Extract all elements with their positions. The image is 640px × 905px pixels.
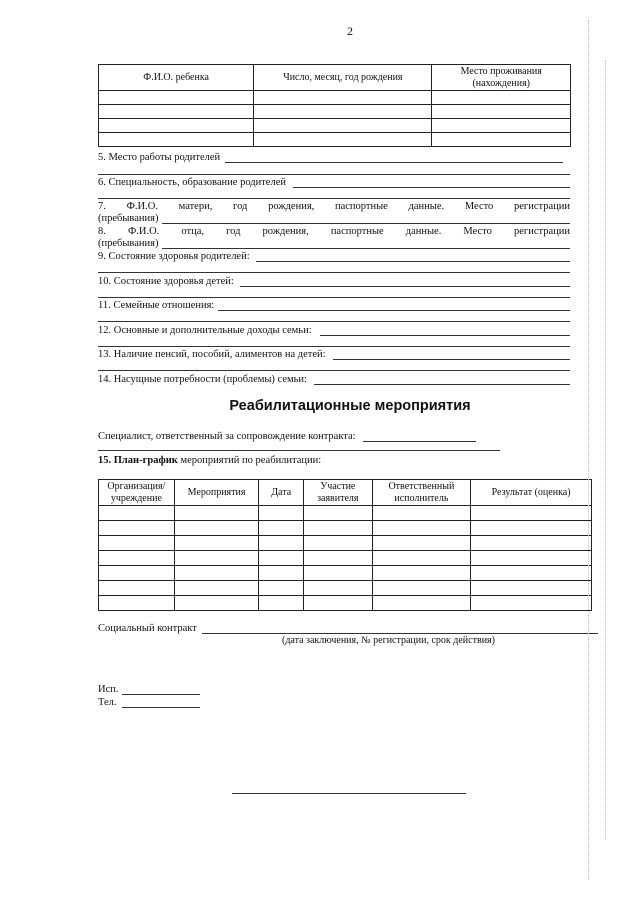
field-9-line[interactable]	[256, 261, 570, 262]
field-12-line-2[interactable]	[98, 346, 570, 347]
footer-line	[232, 793, 466, 794]
plan-table-cell[interactable]	[99, 506, 175, 521]
col-child-name: Ф.И.О. ребенка	[99, 65, 254, 91]
field-7-label: 7. Ф.И.О. матери, год рождения, паспортные данные. Место регистрации	[98, 201, 570, 212]
plan-table-cell[interactable]	[471, 536, 592, 551]
plan-table-cell[interactable]	[99, 521, 175, 536]
col-responsible: Ответственный исполнитель	[372, 480, 471, 506]
children-table-cell[interactable]	[432, 105, 571, 119]
children-table	[98, 64, 571, 147]
plan-table-cell[interactable]	[471, 521, 592, 536]
field-6-label: 6. Специальность, образование родителей	[98, 177, 286, 188]
field-10-line-2[interactable]	[98, 297, 570, 298]
field-12-line[interactable]	[320, 335, 570, 336]
children-table-cell[interactable]	[432, 133, 571, 147]
children-table-cell[interactable]	[254, 133, 432, 147]
plan-label-rest: мероприятий по реабилитации:	[177, 455, 322, 466]
plan-table-cell[interactable]	[304, 521, 373, 536]
plan-table-cell[interactable]	[259, 566, 304, 581]
plan-table	[98, 479, 592, 611]
field-8-label: 8. Ф.И.О. отца, год рождения, паспортные данные. Место регистрации	[98, 226, 570, 237]
col-organization: Организация/ учреждение	[99, 480, 175, 506]
plan-table-cell[interactable]	[99, 581, 175, 596]
page-number: 2	[347, 24, 353, 38]
field-5-label: 5. Место работы родителей	[98, 152, 221, 163]
field-9-line-2[interactable]	[98, 272, 570, 273]
field-14-line[interactable]	[314, 384, 570, 385]
plan-table-cell[interactable]	[174, 521, 259, 536]
field-8-line[interactable]	[162, 248, 570, 249]
col-applicant-participation: Участие заявителя	[304, 480, 373, 506]
plan-table-cell[interactable]	[304, 536, 373, 551]
plan-table-cell[interactable]	[174, 536, 259, 551]
plan-table-cell[interactable]	[174, 566, 259, 581]
children-table-row	[99, 105, 571, 119]
plan-table-cell[interactable]	[259, 596, 304, 611]
children-table-row	[99, 119, 571, 133]
plan-table-cell[interactable]	[99, 536, 175, 551]
children-table-cell[interactable]	[432, 119, 571, 133]
field-13-label: 13. Наличие пенсий, пособий, алиментов на детей:	[98, 349, 326, 360]
plan-table-row	[99, 566, 592, 581]
field-5-line[interactable]	[225, 162, 563, 163]
children-table-row	[99, 133, 571, 147]
field-14-label: 14. Насущные потребности (проблемы) семьи:	[98, 374, 307, 385]
plan-table-cell[interactable]	[304, 566, 373, 581]
plan-table-row	[99, 551, 592, 566]
plan-table-cell[interactable]	[372, 581, 471, 596]
plan-table-cell[interactable]	[259, 506, 304, 521]
plan-table-row	[99, 596, 592, 611]
field-10-line[interactable]	[240, 286, 570, 287]
children-table-cell[interactable]	[254, 119, 432, 133]
plan-table-cell[interactable]	[304, 506, 373, 521]
scan-edge-mark-2	[605, 60, 606, 840]
field-6-line[interactable]	[293, 187, 570, 188]
field-6-line-2[interactable]	[98, 198, 570, 199]
plan-table-cell[interactable]	[471, 566, 592, 581]
children-table-cell[interactable]	[254, 105, 432, 119]
plan-table-cell[interactable]	[99, 551, 175, 566]
plan-table-cell[interactable]	[99, 596, 175, 611]
plan-table-row	[99, 581, 592, 596]
field-7-label-cont: (пребывания)	[98, 213, 159, 224]
field-10-label: 10. Состояние здоровья детей:	[98, 276, 234, 287]
plan-table-cell[interactable]	[99, 566, 175, 581]
contract-label: Социальный контракт	[98, 623, 197, 634]
field-7-line[interactable]	[162, 223, 570, 224]
tel-line[interactable]	[122, 707, 200, 708]
field-9-label: 9. Состояние здоровья родителей:	[98, 251, 250, 262]
plan-table-cell[interactable]	[174, 506, 259, 521]
plan-table-cell[interactable]	[174, 581, 259, 596]
col-date: Дата	[259, 480, 304, 506]
specialist-line[interactable]	[363, 441, 476, 442]
field-12-label: 12. Основные и дополнительные доходы семьи:	[98, 325, 312, 336]
field-11-line-2[interactable]	[98, 321, 570, 322]
plan-table-cell[interactable]	[174, 596, 259, 611]
plan-table-cell[interactable]	[259, 581, 304, 596]
plan-table-cell[interactable]	[372, 596, 471, 611]
plan-table-cell[interactable]	[174, 551, 259, 566]
plan-table-cell[interactable]	[471, 596, 592, 611]
plan-table-row	[99, 521, 592, 536]
specialist-line-2[interactable]	[98, 450, 500, 451]
plan-table-cell[interactable]	[471, 551, 592, 566]
col-birth-date: Число, месяц, год рождения	[254, 65, 432, 91]
children-table-cell[interactable]	[99, 133, 254, 147]
children-table-cell[interactable]	[99, 91, 254, 105]
contract-caption: (дата заключения, № регистрации, срок действия)	[282, 635, 495, 646]
plan-table-cell[interactable]	[372, 521, 471, 536]
isp-line[interactable]	[122, 694, 200, 695]
plan-table-cell[interactable]	[259, 536, 304, 551]
plan-table-cell[interactable]	[372, 536, 471, 551]
plan-label	[98, 455, 321, 467]
field-11-line[interactable]	[218, 310, 570, 311]
children-table-cell[interactable]	[99, 105, 254, 119]
plan-table-cell[interactable]	[304, 596, 373, 611]
field-11-label: 11. Семейные отношения:	[98, 300, 215, 311]
plan-table-cell[interactable]	[372, 551, 471, 566]
plan-table-cell[interactable]	[471, 506, 592, 521]
scan-edge-mark	[588, 20, 589, 880]
field-13-line-2[interactable]	[98, 370, 570, 371]
plan-table-cell[interactable]	[372, 566, 471, 581]
contract-line[interactable]	[202, 633, 598, 634]
field-13-line[interactable]	[333, 359, 570, 360]
children-table-cell[interactable]	[432, 91, 571, 105]
field-5-line-2[interactable]	[98, 174, 570, 175]
children-table-cell[interactable]	[99, 119, 254, 133]
children-table-cell[interactable]	[254, 91, 432, 105]
specialist-label: Специалист, ответственный за сопровождение контракта:	[98, 431, 356, 442]
tel-label: Тел.	[98, 697, 117, 708]
field-8-label-cont: (пребывания)	[98, 238, 159, 249]
plan-table-cell[interactable]	[259, 521, 304, 536]
section-title: Реабилитационные мероприятия	[229, 398, 471, 414]
plan-table-row	[99, 536, 592, 551]
plan-label-bold: 15. План-график	[98, 455, 178, 466]
plan-table-cell[interactable]	[259, 551, 304, 566]
plan-table-cell[interactable]	[304, 551, 373, 566]
plan-table-row	[99, 506, 592, 521]
plan-table-cell[interactable]	[471, 581, 592, 596]
plan-table-cell[interactable]	[304, 581, 373, 596]
col-activities: Мероприятия	[174, 480, 259, 506]
children-table-row	[99, 91, 571, 105]
col-result: Результат (оценка)	[471, 480, 592, 506]
col-residence: Место проживания (нахождения)	[432, 65, 571, 91]
isp-label: Исп.	[98, 684, 119, 695]
plan-table-cell[interactable]	[372, 506, 471, 521]
